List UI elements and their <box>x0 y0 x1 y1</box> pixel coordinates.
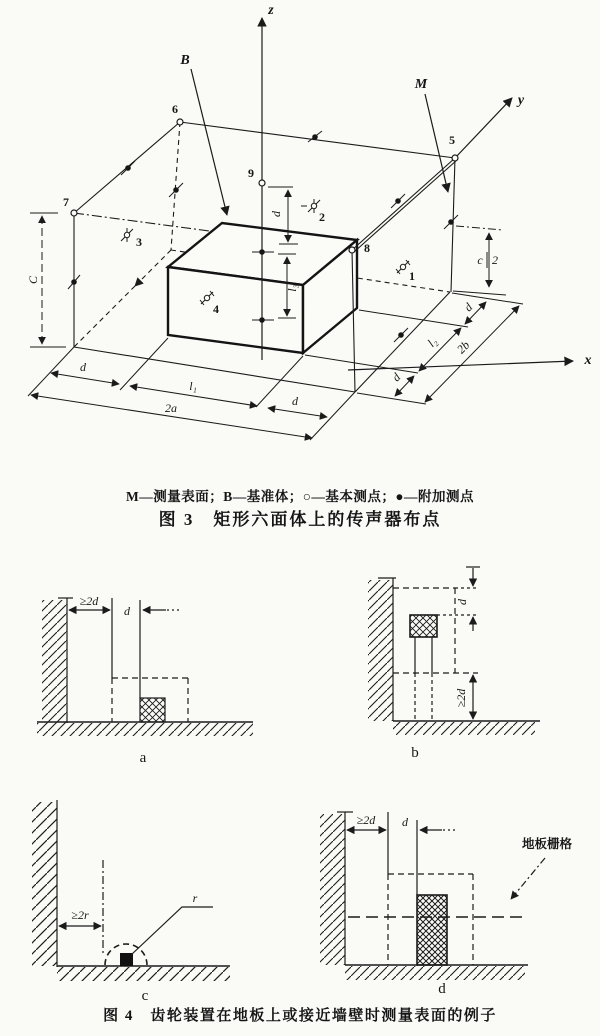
panel-d-d-label: d <box>402 815 408 829</box>
x-axis-label: x <box>584 353 592 368</box>
panel-b-label: b <box>411 745 419 761</box>
wall-hatch <box>368 580 393 721</box>
dim-bl-d1-label: d <box>80 360 86 374</box>
figure3-caption: 图 3 矩形六面体上的传声器布点 <box>158 510 442 529</box>
point-9-label: 9 <box>248 166 254 180</box>
panel-b-ge2d-label: ≥2d <box>454 688 468 708</box>
panel-a-label: a <box>139 750 147 766</box>
dim-br-l2-label: l₂ <box>424 334 440 350</box>
panel-d-diagram <box>315 778 600 1013</box>
panel-d-label: d <box>438 981 446 997</box>
floor-hatch <box>57 967 230 981</box>
source-box <box>140 698 165 722</box>
dim-d-top-label: d <box>269 211 283 217</box>
panel-c-label: c <box>141 988 149 1004</box>
y-axis-label: y <box>517 93 525 108</box>
panel-d-ge2d-label: ≥2d <box>356 813 376 827</box>
r-leader <box>131 907 213 955</box>
dim-c-num-label: c <box>477 253 483 267</box>
wall-hatch <box>32 802 57 966</box>
panel-a-diagram <box>30 560 320 775</box>
ref-M-label: M <box>414 77 428 92</box>
figure4-caption: 图 4 齿轮装置在地板上或接近墙壁时测量表面的例子 <box>103 1008 497 1024</box>
dim-bl-l1-label: l₁ <box>189 379 197 393</box>
figure3-diagram <box>0 0 600 460</box>
dim-br-d2-label: d <box>461 300 476 315</box>
floor-hatch <box>345 966 525 980</box>
leader-B <box>191 69 227 215</box>
y-axis <box>455 98 512 158</box>
panel-b-d-label: d <box>455 599 469 605</box>
ref-B-label: B <box>180 53 190 68</box>
point-8-label: 8 <box>364 241 370 255</box>
panel-c-r-label: r <box>192 891 198 905</box>
point-6-label: 6 <box>172 102 178 116</box>
panel-c-diagram <box>25 785 255 1010</box>
floor-hatch <box>393 722 535 735</box>
leader-lines <box>191 69 448 215</box>
point-3-label: 3 <box>136 235 142 249</box>
figure3-legend: M—测量表面；B—基准体；○—基本测点；●—附加测点 <box>125 489 475 504</box>
wall-hatch <box>320 814 345 965</box>
source-box <box>410 615 437 637</box>
note-leader <box>511 858 545 899</box>
dim-c-den-label: 2 <box>492 253 498 267</box>
dim-br-d1-label: d <box>389 370 404 385</box>
z-axis-label: z <box>268 3 274 18</box>
panel-c-ge2r-label: ≥2r <box>71 908 89 922</box>
source-box <box>417 895 447 965</box>
panel-a-d-label: d <box>124 604 130 618</box>
dim-bl-2a-label: 2a <box>165 401 177 415</box>
panel-a-ge2d-label: ≥2d <box>79 594 99 608</box>
leader-M <box>425 94 448 192</box>
dim-bl-d2-label: d <box>292 394 298 408</box>
floor-hatch <box>37 723 253 736</box>
panel-d-note: 地板栅格 <box>521 837 573 851</box>
point-5-label: 5 <box>449 133 455 147</box>
panel-b-diagram <box>360 555 560 770</box>
dim-l3-label: l₃ <box>285 284 299 292</box>
dim-C-label: C <box>26 275 40 285</box>
point-2-label: 2 <box>319 210 325 224</box>
wall-hatch <box>42 600 67 723</box>
point-7-label: 7 <box>63 195 69 209</box>
dim-br-2b-label: 2b <box>453 337 473 357</box>
point-1-label: 1 <box>409 269 415 283</box>
point-4-label: 4 <box>213 302 219 316</box>
